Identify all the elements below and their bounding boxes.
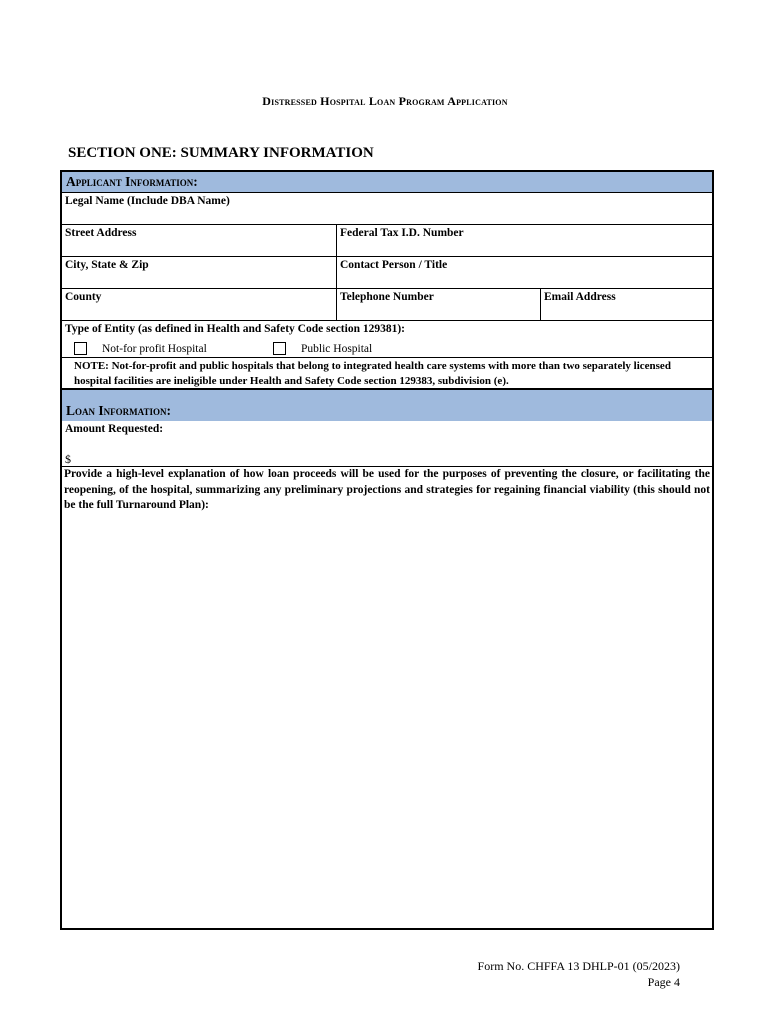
entity-type-row [62,321,712,358]
county-label: County [65,291,102,303]
amount-requested-label: Amount Requested: [65,423,164,435]
city-state-zip-label: City, State & Zip [65,259,149,271]
county-field[interactable] [62,289,336,320]
public-hospital-checkbox[interactable] [273,342,286,355]
contact-person-label: Contact Person / Title [340,259,448,271]
section-title: SECTION ONE: SUMMARY INFORMATION [68,145,374,161]
nonprofit-option-label: Not-for profit Hospital [102,342,207,355]
legal-name-field[interactable] [62,193,712,225]
city-state-zip-field[interactable] [62,257,336,288]
page-number: Page 4 [647,975,680,989]
summary-form [60,170,714,930]
county-phone-email-row [62,289,712,321]
loan-use-explanation-field[interactable] [62,467,712,928]
legal-name-label: Legal Name (Include DBA Name) [65,195,230,207]
nonprofit-checkbox[interactable] [74,342,87,355]
currency-symbol: $ [65,452,71,466]
telephone-field[interactable] [336,289,540,320]
email-field[interactable] [540,289,712,320]
city-contact-row [62,257,712,289]
loan-info-heading: Loan Information: [62,390,712,421]
street-address-label: Street Address [65,227,137,239]
federal-tax-id-label: Federal Tax I.D. Number [340,227,464,239]
contact-person-field[interactable] [336,257,712,288]
telephone-label: Telephone Number [340,291,434,303]
public-hospital-option-label: Public Hospital [301,342,373,355]
entity-options [74,342,372,355]
applicant-info-heading: Applicant Information: [62,172,712,193]
ineligibility-note: NOTE: Not-for-profit and public hospitals that belong to integrated health care systems with more than two separately licensed hospital facilities are ineligible under Health and Safety Code section 129383, subdivision (e). [62,358,712,390]
page-footer [478,958,680,990]
address-row [62,225,712,257]
form-number: Form No. CHFFA 13 DHLP-01 (05/2023) [477,959,680,973]
entity-type-label: Type of Entity (as defined in Health and Safety Code section 129381): [65,323,405,335]
document-title: Distressed Hospital Loan Program Application [262,94,508,108]
street-address-field[interactable] [62,225,336,256]
email-label: Email Address [544,291,616,303]
federal-tax-id-field[interactable] [336,225,712,256]
amount-requested-field[interactable] [62,421,712,467]
loan-use-explanation-prompt: Provide a high-level explanation of how loan proceeds will be used for the purposes of preventing the closure, or facilitating the reopening, of the hospital, summarizing any preliminary projections and strategies for regaining financial viability (this should not be the full Turnaround Plan): [64,468,710,511]
